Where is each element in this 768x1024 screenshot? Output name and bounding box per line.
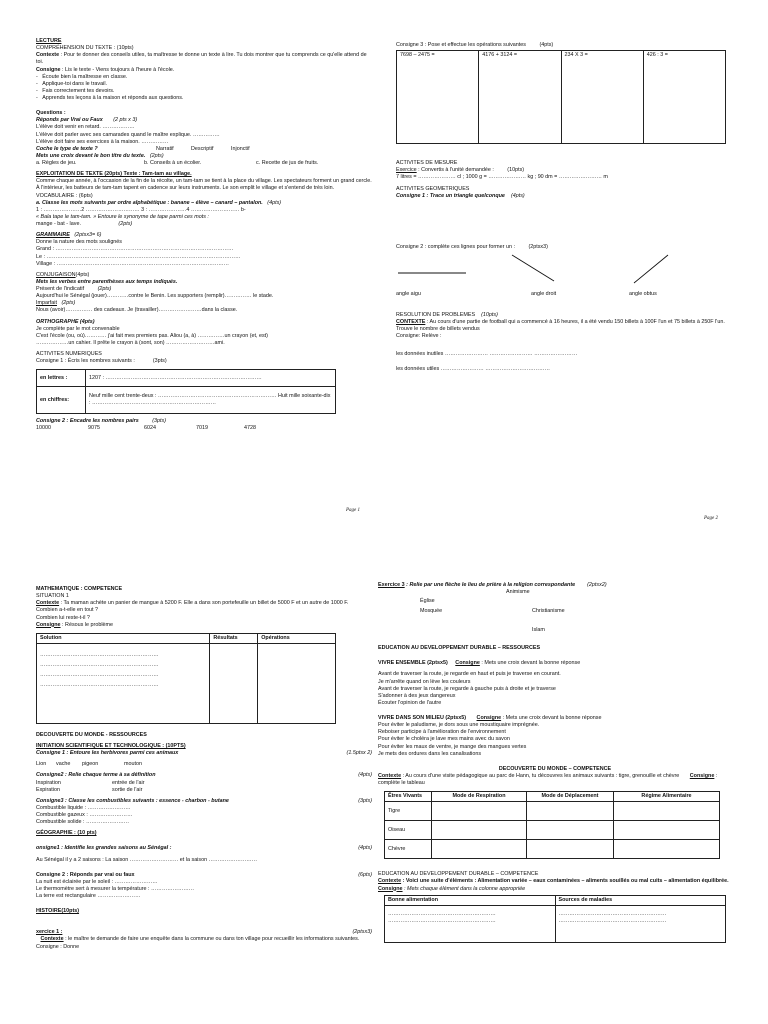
grammaire-item: Village : …………………………………………………………………………………… — [36, 260, 230, 267]
angle-obtus-line — [634, 255, 668, 283]
g-c1-heading: onsigne1 : Identifie les grandes saisons au Sénégal : (4pts) — [36, 845, 372, 852]
animal: pigeon — [82, 761, 99, 768]
vf-title: Réponds par Vrai ou Faux (2 pts x 3) — [36, 117, 138, 124]
milieu-item: Pour éviter le paludisme, je dors sous une moustiquaire imprégnée. — [378, 722, 540, 729]
page-2 — [396, 42, 732, 527]
vf-item: Le thermomètre sert à mesurer la température : …………………… — [36, 885, 195, 892]
lecture-heading: LECTURE — [36, 38, 62, 44]
table-row: …………………………………………………… …………………………………………………… …………………………………………………… …………………………………………………… — [385, 905, 726, 942]
geometrie-heading: ACTIVITES GEOMETRIQUES — [396, 185, 470, 192]
contexte-paragraph: Contexte : Pour te donner des conseils utiles, ta maîtresse te donne un texte à lire. Tu dois montrer que tu comprends ce qu'elle attend de toi. — [36, 52, 367, 66]
vocab-a: a. Classe les mots suivants par ordre alphabétique : banane – élève – canard – pantalon. (4pts) — [36, 199, 282, 206]
angle-droit-line — [512, 255, 554, 281]
milieu-item: Pour éviter le choléra je lave mes mains avec du savon — [378, 736, 510, 743]
edd2-consigne: Consigne : Mets chaque élément dans la colonne appropriée — [378, 885, 526, 892]
saisons-line: Au Sénégal il y a 2 saisons : La saison ……………………… et la saison ……………………… — [36, 856, 258, 863]
comprehension-heading: COMPRÉHENSION DU TEXTE : (10pts) — [36, 45, 134, 52]
operation-cell: 4176 + 3124 = — [479, 51, 561, 144]
advice-list — [36, 74, 372, 103]
math-consigne: Consigne : Résous le problème — [36, 621, 113, 628]
numbers-consigne: Consigne 1 : Écris les nombres suivants : (3pts) — [36, 358, 167, 365]
imparfait-line: Nous (avoir)…………… des cadeaux. Je (travailler)……………………dans la classe. — [36, 307, 238, 314]
math-heading: MATHEMATIQUE : COMPETENCE — [36, 586, 123, 592]
vivre-item: Avant de traverser la route, je regarde en haut et puis je traverse en courant. — [378, 671, 561, 678]
vocab-heading: VOCABULAIRE : (6pts) — [36, 192, 93, 199]
chiffres-value: Neuf mille cent trente-deux : ………………………………………………………… Huit mille soixante-dix : …………………………………………………………… — [86, 387, 336, 414]
table-header: Mode de Respiration — [432, 792, 527, 802]
number: 9075 — [88, 425, 100, 432]
vivre-milieu-heading: VIVRE DANS SON MILIEU (2ptsx5) Consigne : Mets une croix devant la bonne réponse — [378, 715, 602, 721]
vivre-item: Je m'arrête quand on lève les couleurs — [378, 678, 471, 685]
donnees-utiles: les données utiles …………………… ……………………………… — [396, 365, 550, 372]
religion-matching — [378, 589, 732, 633]
conversion-line: 7 litres = ………………… cl ; 1000 g = ………………… kg ; 90 dm = …………………… m — [396, 174, 608, 181]
angle-label: angle droit — [531, 290, 557, 297]
vivre-ensemble-heading: VIVRE ENSEMBLE (2ptsx5) Consigne : Mets une croix devant la bonne réponse — [378, 660, 581, 667]
g-c2-heading: Consigne 2 : Réponds par vrai ou faux (6pts) — [36, 871, 372, 878]
lieu: Église — [420, 598, 435, 605]
number: 6024 — [144, 425, 156, 432]
resolution-heading: RESOLUTION DE PROBLEMES (10pts) — [396, 312, 498, 318]
grammaire-item: Le : ……………………………………………………………………………………………… — [36, 253, 241, 260]
numbers-table — [36, 369, 336, 414]
table-header: Sources de maladies — [555, 895, 726, 905]
list-item: - Apprends tes leçons à la maison et réponds aux questions. — [36, 95, 184, 101]
c1-heading: Consigne 1 : Entoure les herbivores parmi ces animaux (1.5ptsx 2) — [36, 750, 372, 757]
table-header: Régime Alimentaire — [614, 792, 720, 802]
edd2-contexte: Contexte : Voici une suite d'éléments : Alimentation variée – eaux contaminées – aliments souillés ou mal cuits – alimentation équilibrée. — [378, 878, 729, 885]
solution-table — [36, 633, 336, 724]
angle-label: angle aigu — [396, 290, 421, 297]
math-contexte: Contexte : Ta maman achète un panier de mangue à 5200 F. Elle a dans son portefeuille un billet de 5000 F et un autre de 1000 F. — [36, 600, 349, 607]
religion: Christianisme — [532, 608, 565, 615]
vocab-b-words: mange - bat - lave. (2pts) — [36, 221, 133, 227]
present-line: Aujourd'hui le Sénégal (jouer)…………contre le Benin. Les supporters (remplir)…………… le stade. — [36, 293, 274, 300]
vf-item: L'élève doit venir en retard. ……………… — [36, 124, 135, 131]
grammaire-heading: GRAMMAIRE (2ptsx3= 6) — [36, 232, 102, 239]
present-label: Présent de l'indicatif (2pts) — [36, 286, 112, 292]
exercice-3-heading: Exercice 3 : Relie par une flèche le lieu de prière à la religion correspondante (2ptsx2) — [378, 582, 607, 588]
angle-lines-drawing — [396, 251, 732, 291]
c3-heading: Consigne3 : Classe les combustibles suivants : essence - charbon - butane (3pts) — [36, 797, 372, 804]
vivre-item: Écouter l'opinion de l'autre — [378, 699, 442, 706]
title-options: a. Règles de jeu. b. Conseils à un écolier. c. Recette de jus de fruits. — [36, 160, 319, 166]
animals-row — [36, 761, 372, 768]
angle-label: angle obtus — [629, 290, 657, 297]
list-item: - Fais correctement tes devoirs. — [36, 87, 115, 94]
chiffres-label: en chiffres: — [37, 387, 86, 414]
page-3: MATHEMATIQUE : COMPETENCE SITUATION 1 Contexte : Ta maman achète un panier de mangue à 5200 F. Elle a dans son portefeuille un billet de 5000 F et un autre de 1000 F. Combien a-t-elle en tout ? Combien lui reste-t-il ? Consigne : Résous le problème Solution Résultats Opérations ………………………………………………………… ………………………………………………………… ………………………………………………………… ………………………………………………………… DECOUVERTE DU MONDE - RESSOURCES INITIATION SCIENTIFIQUE ET TECHNOLOGIQUE : (10PTS) Consigne 1 : Entoure les herbivores parmi ces animaux (1.5ptsx 2) Lion vache pigeon mouton Consigne2 : Relie chaque terme à sa définition (4pts) Inspiration entrée de l'air Expiration sortie de l'air Consigne3 : Classe les combustibles suivants : essence - charbon - butane (3pts) Combustible liquide : …………………… Combustible gazeux : …………………… Combustible solide : …………………… GÉOGRAPHIE : (10 pts) onsigne1 : Identifie les grandes saisons au Sénégal : (4pts) Au Sénégal il y a 2 saisons : La saison ……………………… et la saison ……………………… Consigne 2 : Réponds par vrai ou faux (6pts) La nuit est éclairée par le soleil : …………………… Le thermomètre sert à mesurer la température : …………………… La terre est rectangulaire …………………… HISTOIRE(10pts) xercice 1 : (2ptsx3) Contexte : le maître te demande de faire une enquête dans la commune ou dans ton village pour recueillir les informations suivantes. Consigne : Donne — [36, 586, 372, 1024]
operation-cell: 234 X 3 = — [561, 51, 643, 144]
animals-table — [384, 791, 720, 859]
solution-cell: ………………………………………………………… ………………………………………………………… ………………………………………………………… ………………………………………………………… — [37, 643, 210, 723]
vf-item: La terre est rectangulaire …………………… — [36, 893, 141, 899]
vocab-answer-line: 1 : …………………2 ………………………… 3 : …………………4 ……………………… b- — [36, 206, 246, 213]
vf-item: L'élève doit faire ses exercices à la maison. …………… — [36, 138, 169, 145]
operations-cell — [258, 643, 336, 723]
releve-line: Consigne: Relève : — [396, 333, 442, 340]
milieu-item: Je mets des ordures dans les canalisations — [378, 750, 482, 757]
exercice-1-heading: xercice 1 : (2ptsx3) — [36, 929, 372, 936]
vf-item: L'élève doit parler avec ses camarades quand le maître explique. …………… — [36, 131, 220, 138]
orthographe-line: ………………un cahier. Il prête le crayon à (sont, son) ………………………ami. — [36, 339, 225, 346]
exploitation-heading: EXPLOITATION DE TEXTE (20pts) Texte : Tam-tam au village. — [36, 171, 192, 178]
table-row: Tigre — [385, 802, 720, 821]
religion: Islam — [532, 627, 545, 634]
table-header: Mode de Déplacement — [527, 792, 614, 802]
activites-numeriques-heading: ACTIVITES NUMERIQUES — [36, 351, 102, 357]
number: 4728 — [244, 425, 256, 432]
lieu: Mosquée — [420, 608, 443, 615]
vocab-b: « Bala tape le tam-tam. » Entoure le synonyme de tape parmi ces mots : — [36, 213, 209, 220]
question-2: Combien lui reste-t-il ? — [36, 614, 90, 621]
exercice-line: Exercice : Convertis à l'unité demandée : (10pts) — [396, 167, 525, 174]
combustible-item: Combustible solide : …………………… — [36, 819, 130, 826]
alimentation-table — [384, 895, 726, 943]
animal: Lion — [36, 761, 47, 768]
conjugaison-heading: CONJUGAISON(4pts) — [36, 271, 90, 278]
operation-cell: 7698 – 2475 = — [397, 51, 479, 144]
resultats-cell — [210, 643, 258, 723]
religion: Animisme — [506, 589, 530, 596]
animal: vache — [56, 761, 71, 768]
conjugaison-consigne: Mets les verbes entre parenthèses aux temps indiqués. — [36, 278, 178, 285]
situation-label: SITUATION 1 — [36, 593, 69, 600]
table-header: Opérations — [258, 633, 336, 643]
animal: mouton — [124, 761, 142, 768]
question-1: Combien a-t-elle en tout ? — [36, 607, 99, 614]
exploitation-text: Comme chaque année, à l'occasion de la fin de la récolte, un tam-tam se tient à la place du village. Les spectateurs forment un grand cercle. À l'intérieur, les batteurs de tam-tam tapent en cadence sur leurs instruments. Le son emplit le village et s'entend de très loin. — [36, 178, 372, 192]
combustible-item: Combustible gazeux : …………………… — [36, 812, 133, 818]
histoire-heading: HISTOIRE(10pts) — [36, 908, 80, 915]
operation-cell: 426 : 3 = — [643, 51, 725, 144]
milieu-item: Pour éviter les maux de ventre, je mange des mangues vertes — [378, 743, 527, 750]
dm-contexte: Contexte : Au cours d'une visite pédagogique au parc de Hann, tu découvres les animaux suivants : tigre, grenouille et chèvre Consigne : complète le tableau — [378, 772, 718, 786]
table-row: Oiseau — [385, 821, 720, 840]
imparfait-label: Imparfait (2pts) — [36, 300, 76, 307]
table-header: Solution — [37, 633, 210, 643]
edd2-heading: EDUCATION AU DEVELOPPEMENT DURABLE – COMPETENCE — [378, 871, 539, 878]
grammaire-consigne: Donne la nature des mots soulignés — [36, 239, 123, 246]
list-item: - Écoute bien la maîtresse en classe. — [36, 73, 128, 80]
page-1 — [36, 38, 372, 523]
exercice-1-contexte: Contexte : le maître te demande de faire une enquête dans la commune ou dans ton village pour recueillir les informations suivantes. Consigne : Donne — [36, 936, 360, 950]
milieu-item: Reboiser participe à l'amélioration de l'environnement — [378, 729, 506, 736]
lettres-label: en lettres : — [37, 370, 86, 387]
combustible-item: Combustible liquide : …………………… — [36, 804, 131, 811]
geo-consigne-1: Consigne 1 : Trace un triangle quelconque (4pts) — [396, 192, 525, 199]
c3-heading: Consigne 3 : Pose et effectue les opérations suivantes (4pts) — [396, 42, 554, 48]
grammaire-item: Grand : ……………………………………………………………………………………… — [36, 246, 234, 253]
vivre-item: Avant de traverser la route, je regarde à gauche puis à droite et je traverse — [378, 685, 556, 692]
angle-labels — [396, 291, 732, 298]
even-numbers-row — [36, 425, 372, 432]
vivre-item: S'adonner à des jeux dangereux — [378, 692, 456, 699]
c2-heading: Consigne 2 : Encadre les nombres pairs (3pts) — [36, 418, 167, 425]
page-4 — [378, 582, 732, 1024]
vf-item: La nuit est éclairée par le soleil : …………………… — [36, 878, 158, 885]
number: 7019 — [196, 425, 208, 432]
orthographe-line: C'est l'école (ou, où)………… j'ai fait mes premiers pas. Aliou (a, à) ……………un crayon (et, est) — [36, 332, 268, 339]
table-header: Résultats — [210, 633, 258, 643]
orthographe-heading: ORTHOGRAPHE (4pts) — [36, 318, 95, 325]
orthographe-consigne: Je complète par le mot convenable — [36, 325, 120, 332]
decouverte-heading: DECOUVERTE DU MONDE - RESSOURCES — [36, 731, 147, 738]
initiation-heading: INITIATION SCIENTIFIQUE ET TECHNOLOGIQUE : (10PTS) — [36, 743, 186, 749]
table-header: Bonne alimentation — [385, 895, 556, 905]
geographie-heading: GÉOGRAPHIE : (10 pts) — [36, 830, 97, 837]
mesure-heading: ACTIVITES DE MESURE — [396, 160, 458, 167]
dm-competence-heading: DECOUVERTE DU MONDE – COMPETENCE — [498, 765, 612, 772]
list-item: - Applique-toi dans le travail. — [36, 80, 108, 87]
resolution-contexte: CONTEXTE : Au cours d'une partie de football qui a commencé à 16 heures, il a été vendu 150 billets à 100F l'un et 75 billets à 250F l'un. — [396, 319, 725, 326]
table-header: Êtres Vivants — [385, 792, 432, 802]
consigne-paragraph: Consigne : Lis le texte - Viens toujours à l'heure à l'école. — [36, 66, 175, 73]
operations-table — [396, 50, 726, 144]
donnees-inutiles: les données inutiles …………………… …………………… …………………… — [396, 350, 578, 357]
page-number: Page 1 — [346, 508, 361, 513]
lettres-value: 1207 : …………………………………………………………………………… — [86, 370, 336, 387]
trouve-line: Trouve le nombre de billets vendus — [396, 326, 480, 333]
table-row: Chèvre — [385, 840, 720, 859]
questions-heading: Questions : — [36, 110, 66, 117]
c2-heading: Consigne2 : Relie chaque terme à sa définition (4pts) — [36, 772, 372, 779]
text-type-row: Coche le type de texte ? Narratif Descriptif Injonctif — [36, 145, 250, 152]
number: 10000 — [36, 425, 51, 432]
edd-heading: EDUCATION AU DEVELOPPEMENT DURABLE – RESSOURCES — [378, 645, 541, 652]
page-number: Page 2 — [704, 516, 719, 521]
mets-title: Mets une croix devant le bon titre du texte. (2pts) — [36, 152, 164, 159]
geo-consigne-2: Consigne 2 : complète ces lignes pour former un : (2ptsx3) — [396, 243, 548, 250]
